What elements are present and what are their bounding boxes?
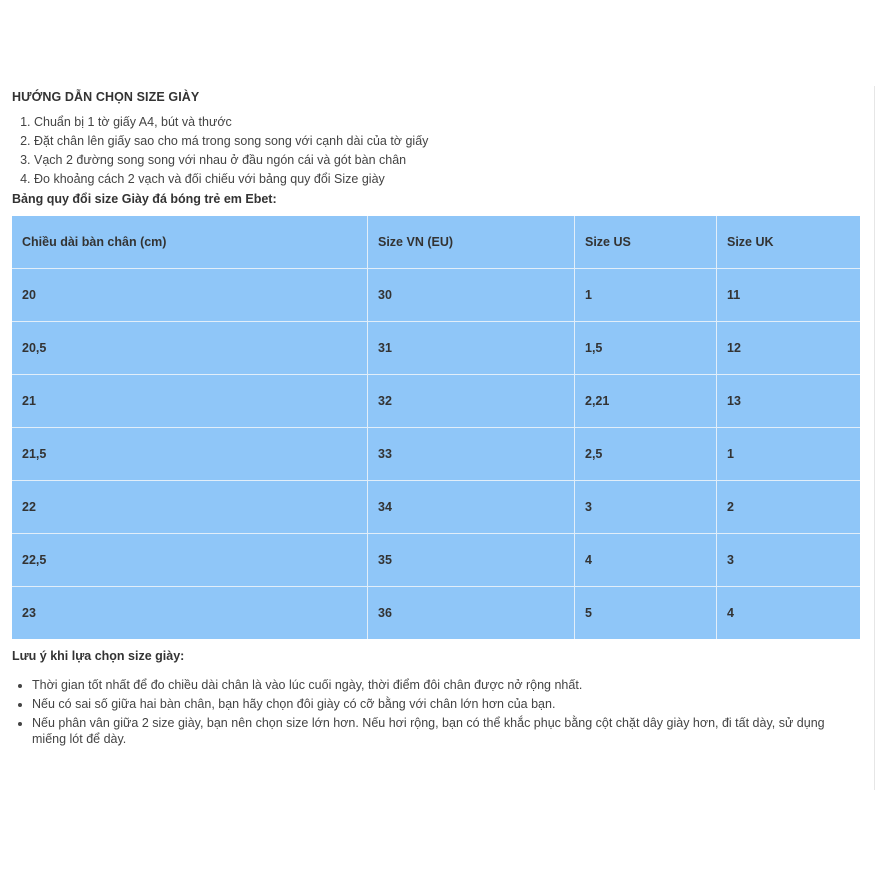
cell-foot-length: 20 — [12, 269, 368, 322]
cell-foot-length: 21,5 — [12, 428, 368, 481]
list-item: • Nếu có sai số giữa hai bàn chân, bạn hãy chọn đôi giày có cỡ bằng với chân lớn hơn của bạn. — [32, 696, 860, 712]
table-row — [12, 428, 860, 481]
header-size-vn: Size VN (EU) — [368, 216, 575, 269]
table-row — [12, 322, 860, 375]
cell-size-us: 2,21 — [575, 375, 717, 428]
page-title: HƯỚNG DẪN CHỌN SIZE GIÀY — [12, 90, 200, 104]
cell-foot-length: 21 — [12, 375, 368, 428]
table-header-row — [12, 216, 860, 269]
list-item: 1. Chuẩn bị 1 tờ giấy A4, bút và thước — [34, 113, 860, 132]
cell-size-uk: 3 — [717, 534, 861, 587]
cell-size-vn: 31 — [368, 322, 575, 375]
cell-size-us: 1,5 — [575, 322, 717, 375]
table-row — [12, 375, 860, 428]
cell-foot-length: 23 — [12, 587, 368, 640]
cell-size-vn: 30 — [368, 269, 575, 322]
cell-size-uk: 4 — [717, 587, 861, 640]
cell-size-uk: 11 — [717, 269, 861, 322]
cell-foot-length: 22,5 — [12, 534, 368, 587]
cell-size-vn: 35 — [368, 534, 575, 587]
size-guide — [12, 90, 860, 750]
list-item: 2. Đặt chân lên giấy sao cho má trong song song với cạnh dài của tờ giấy — [34, 132, 860, 151]
cell-size-uk: 1 — [717, 428, 861, 481]
header-size-us: Size US — [575, 216, 717, 269]
cell-size-vn: 36 — [368, 587, 575, 640]
header-size-uk: Size UK — [717, 216, 861, 269]
table-row — [12, 269, 860, 322]
list-item: 3. Vạch 2 đường song song với nhau ở đầu ngón cái và gót bàn chân — [34, 151, 860, 170]
size-conversion-table — [12, 216, 860, 639]
cell-size-vn: 33 — [368, 428, 575, 481]
cell-size-us: 4 — [575, 534, 717, 587]
table-heading: Bảng quy đổi size Giày đá bóng trẻ em Ebet: — [12, 192, 277, 206]
header-foot-length: Chiều dài bàn chân (cm) — [12, 216, 368, 269]
table-row — [12, 481, 860, 534]
table-row — [12, 587, 860, 640]
cell-size-uk: 13 — [717, 375, 861, 428]
notes-list — [12, 677, 860, 747]
cell-foot-length: 22 — [12, 481, 368, 534]
cell-foot-length: 20,5 — [12, 322, 368, 375]
cell-size-uk: 12 — [717, 322, 861, 375]
cell-size-us: 3 — [575, 481, 717, 534]
list-item: • Thời gian tốt nhất để đo chiều dài chân là vào lúc cuối ngày, thời điểm đôi chân được nở rộng nhất. — [32, 677, 860, 693]
table-row — [12, 534, 860, 587]
list-item: 4. Đo khoảng cách 2 vạch và đối chiếu với bảng quy đổi Size giày — [34, 170, 860, 189]
cell-size-uk: 2 — [717, 481, 861, 534]
cell-size-us: 5 — [575, 587, 717, 640]
page-divider — [874, 86, 875, 790]
list-item: • Nếu phân vân giữa 2 size giày, bạn nên chọn size lớn hơn. Nếu hơi rộng, bạn có thể khắc phục bằng cột chặt dây giày hơn, đi tất dày, sử dụng miếng lót để dày. — [32, 715, 860, 747]
cell-size-vn: 32 — [368, 375, 575, 428]
cell-size-us: 2,5 — [575, 428, 717, 481]
cell-size-vn: 34 — [368, 481, 575, 534]
cell-size-us: 1 — [575, 269, 717, 322]
steps-list — [12, 113, 860, 189]
notes-heading: Lưu ý khi lựa chọn size giày: — [12, 649, 185, 663]
